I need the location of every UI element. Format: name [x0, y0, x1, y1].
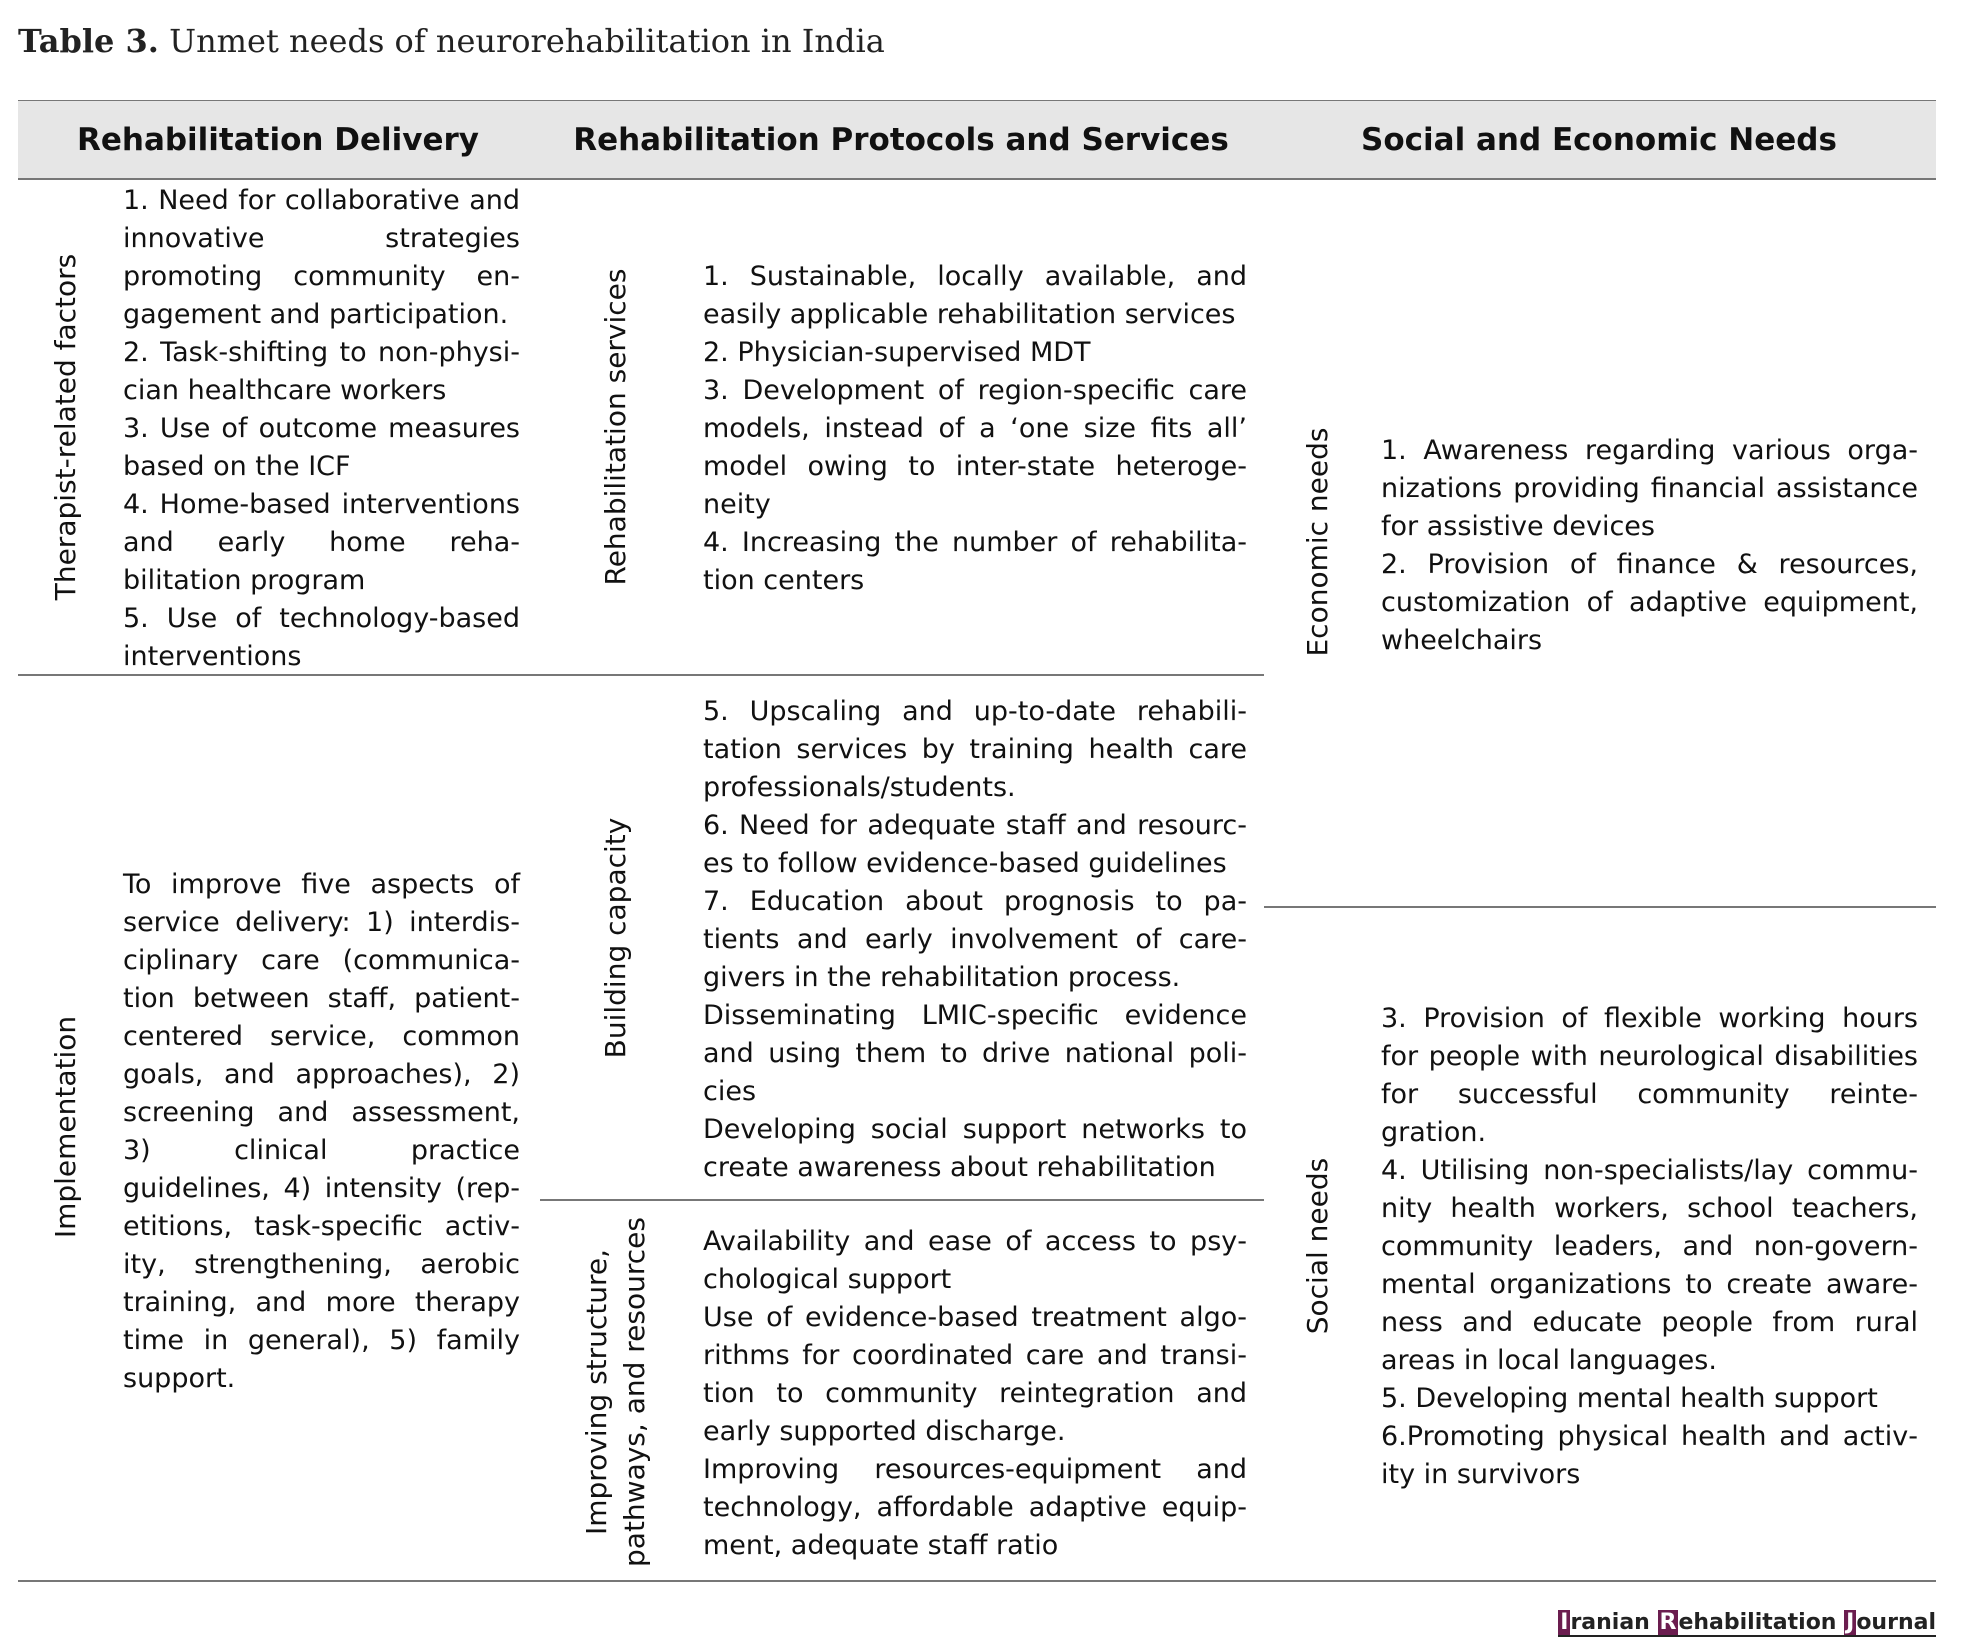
list-item: Availability and ease of access to psychological support [703, 1226, 1247, 1295]
list-item: 1. Need for collaborative and innovative strategies promoting community engagement and participation. [123, 185, 520, 330]
list-item: 4. Home-based interventions and early home rehabilitation program [123, 489, 520, 596]
category-economic-needs: Economic needs [1301, 427, 1334, 657]
list-item: 3. Use of outcome measures based on the ICF [123, 413, 520, 482]
journal-logo: Iranian Rehabilitation Journal [1560, 1610, 1936, 1635]
social-needs-list [1381, 1000, 1918, 1494]
category-building-capacity: Building capacity [599, 817, 632, 1059]
row-divider-right [1264, 906, 1936, 908]
category-rehabilitation-services: Rehabilitation services [599, 268, 632, 586]
list-item: 1. Awareness regarding various organizations providing financial assistance for assistive devices [1381, 435, 1918, 542]
list-item: 2. Provision of finance & resources, customization of adaptive equipment, wheelchairs [1381, 549, 1918, 656]
table-label: Table 3. [18, 22, 159, 60]
list-item: 5. Developing mental health support [1381, 1383, 1878, 1414]
list-item: 3. Provision of flexible working hours for people with neurological disabilities for successful community reintegration. [1381, 1003, 1918, 1148]
row-divider-middle [540, 1199, 1264, 1201]
category-line: Improving structure, [580, 1248, 613, 1536]
header-social-economic-needs: Social and Economic Needs [1361, 122, 1837, 158]
table-title: Unmet needs of neurorehabilitation in India [169, 22, 885, 60]
list-item: 4. Increasing the number of rehabilitation centers [703, 527, 1247, 596]
building-capacity-list [703, 693, 1247, 1187]
list-item: 5. Upscaling and up-to-date rehabilitation services by training health care professionals/students. [703, 696, 1247, 803]
list-item: 2. Task-shifting to non-physician healthcare workers [123, 337, 520, 406]
list-item: 1. Sustainable, locally available, and easily applicable rehabilitation services [703, 261, 1247, 330]
list-item: 7. Education about prognosis to patients and early involvement of caregivers in the rehabilitation process. [703, 886, 1247, 993]
list-item: 3. Development of region-specific care models, instead of a ‘one size fits all’ model owing to inter-state heterogeneity [703, 375, 1247, 520]
category-improving-structure [578, 1217, 654, 1567]
list-item: 5. Use of technology-based interventions [123, 603, 520, 672]
category-therapist-related-factors: Therapist-related factors [49, 253, 82, 601]
therapist-factors-list [123, 182, 520, 676]
table-caption [18, 22, 885, 60]
economic-needs-list [1381, 432, 1918, 660]
list-item: 4. Utilising non-specialists/lay community health workers, school teachers, community leaders, and non-governmental organizations to create awareness and educate people from rural areas in local languages. [1381, 1155, 1918, 1376]
header-rehabilitation-protocols: Rehabilitation Protocols and Services [573, 122, 1229, 158]
list-item: To improve five aspects of service delivery: 1) interdisciplinary care (communication between staff, patient-centered service, common goals, and approaches), 2) screening and assessment, 3) clinical practice guidelines, 4) intensity (repetitions, task-specific activity, strengthening, aerobic training, and more therapy time in general), 5) family support. [123, 869, 520, 1394]
list-item: 6.Promoting physical health and activity in survivors [1381, 1421, 1918, 1490]
list-item: 6. Need for adequate staff and resources to follow evidence-based guidelines [703, 810, 1247, 879]
list-item: Disseminating LMIC-specific evidence and using them to drive national policies [703, 1000, 1247, 1107]
category-social-needs: Social needs [1301, 1157, 1334, 1335]
category-line: pathways, and resources [618, 1217, 651, 1567]
list-item: Improving resources-equipment and technology, affordable adaptive equipment, adequate staff ratio [703, 1454, 1247, 1561]
improving-structure-list [703, 1223, 1247, 1565]
list-item: 2. Physician-supervised MDT [703, 337, 1091, 368]
category-implementation: Implementation [49, 1015, 82, 1239]
implementation-text [123, 866, 520, 1398]
list-item: Developing social support networks to create awareness about rehabilitation [703, 1114, 1247, 1183]
bottom-rule [18, 1580, 1936, 1582]
header-rehabilitation-delivery: Rehabilitation Delivery [76, 122, 480, 158]
rehabilitation-services-list [703, 258, 1247, 600]
list-item: Use of evidence-based treatment algorithms for coordinated care and transition to community reintegration and early supported discharge. [703, 1302, 1247, 1447]
